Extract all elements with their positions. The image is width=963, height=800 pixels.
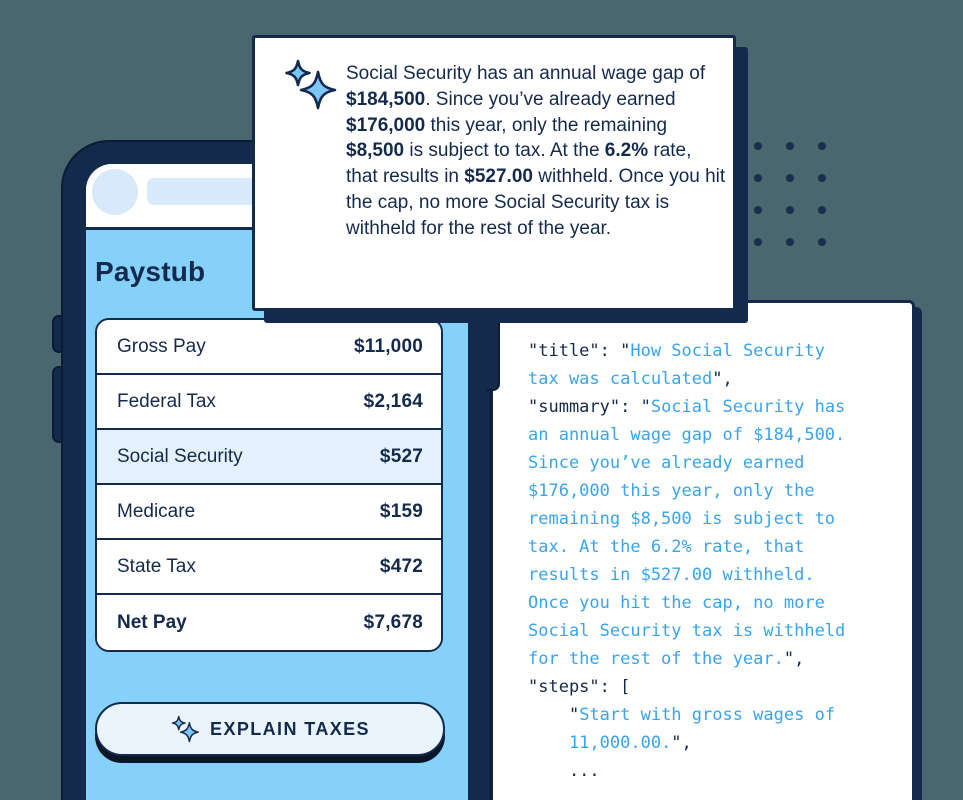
explain-taxes-label: EXPLAIN TAXES xyxy=(210,718,370,739)
decor-dot xyxy=(786,142,794,150)
row-gross-pay[interactable] xyxy=(97,320,441,375)
decor-dot xyxy=(818,142,826,150)
explanation-fragment: . Since you’ve already earned xyxy=(425,88,676,110)
row-value: $7,678 xyxy=(363,611,423,633)
row-net-pay[interactable] xyxy=(97,595,441,650)
code-line: tax. At the 6.2% rate, that xyxy=(528,537,805,557)
code-line: 11,000.00.", xyxy=(528,733,692,753)
code-line: an annual wage gap of $184,500. xyxy=(528,425,846,445)
row-label: Social Security xyxy=(117,445,243,467)
sparkle-icon xyxy=(170,714,200,744)
row-value: $2,164 xyxy=(363,390,423,412)
decor-dot xyxy=(818,206,826,214)
row-federal-tax[interactable] xyxy=(97,375,441,430)
decor-dot xyxy=(754,174,762,182)
row-value: $159 xyxy=(379,500,423,522)
json-code xyxy=(493,303,912,785)
decor-dot xyxy=(786,174,794,182)
explanation-amount: $527.00 xyxy=(464,166,533,188)
decor-dot xyxy=(754,142,762,150)
row-value: $527 xyxy=(379,445,423,467)
explain-taxes-button[interactable] xyxy=(95,702,445,756)
code-line: tax was calculated", xyxy=(528,369,733,389)
decor-dot xyxy=(786,206,794,214)
page-title: Paystub xyxy=(95,256,206,287)
paystub-table xyxy=(95,318,443,652)
decor-dot xyxy=(818,238,826,246)
decor-dot xyxy=(754,206,762,214)
decor-dot xyxy=(754,238,762,246)
decor-dot xyxy=(786,238,794,246)
row-social-security[interactable] xyxy=(97,430,441,485)
code-line: Social Security tax is withheld xyxy=(528,621,846,641)
avatar xyxy=(92,169,138,215)
row-state-tax[interactable] xyxy=(97,540,441,595)
row-label: Medicare xyxy=(117,500,196,522)
explanation-amount: $184,500 xyxy=(346,88,426,110)
code-line: "steps": [ xyxy=(528,677,631,697)
sparkle-icon xyxy=(283,58,341,116)
code-line: Once you hit the cap, no more xyxy=(528,593,825,613)
code-line: "summary": "Social Security has xyxy=(528,397,846,417)
explanation-fragment: Social Security has an annual wage gap of xyxy=(346,63,706,84)
explanation-fragment: withheld. Once you hit the cap, no more Social Security tax is withheld for the rest of the year. xyxy=(346,166,726,239)
code-line: Since you’ve already earned xyxy=(528,453,805,473)
row-medicare[interactable] xyxy=(97,485,441,540)
explanation-fragment: this year, only the remaining xyxy=(425,114,668,136)
explanation-amount: $176,000 xyxy=(346,114,426,136)
row-label: State Tax xyxy=(117,555,196,577)
code-line: "title": "How Social Security xyxy=(528,341,825,361)
ai-explanation-card xyxy=(252,35,736,311)
row-label: Net Pay xyxy=(117,611,187,633)
explanation-amount: 6.2% xyxy=(604,140,649,162)
json-panel xyxy=(490,300,915,800)
explanation-amount: $8,500 xyxy=(346,140,405,162)
row-value: $472 xyxy=(379,555,423,577)
code-line: results in $527.00 withheld. xyxy=(528,565,815,585)
row-label: Gross Pay xyxy=(117,335,206,357)
row-value: $11,000 xyxy=(353,335,423,357)
code-line: $176,000 this year, only the xyxy=(528,481,815,501)
dots-pattern xyxy=(754,142,864,262)
code-line: "Start with gross wages of xyxy=(528,705,836,725)
code-line: for the rest of the year.", xyxy=(528,649,805,669)
explanation-text xyxy=(346,61,726,242)
explanation-fragment: is subject to tax. At the xyxy=(404,140,605,162)
decor-dot xyxy=(818,174,826,182)
phone-power-button xyxy=(486,300,500,391)
code-line: remaining $8,500 is subject to xyxy=(528,509,836,529)
code-line: ... xyxy=(528,761,600,781)
explanation-fragment: rate, that results in xyxy=(346,140,692,188)
row-label: Federal Tax xyxy=(117,390,216,412)
